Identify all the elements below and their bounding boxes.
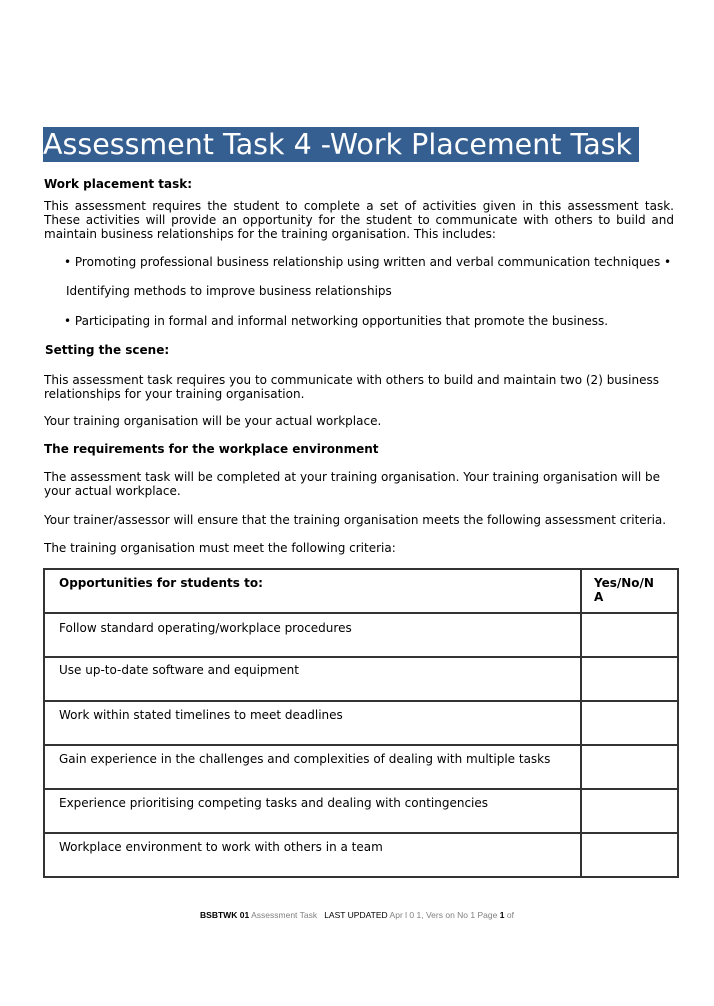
scene-line: relationships for your training organisation.: [44, 387, 305, 401]
footer-version: 1, Vers on No: [416, 910, 469, 920]
footer-date-part: 0: [409, 910, 415, 920]
answer-cell[interactable]: [581, 701, 678, 745]
criteria-cell: Gain experience in the challenges and complexities of dealing with multiple tasks: [44, 745, 581, 789]
table-header-opportunities: Opportunities for students to:: [44, 569, 581, 613]
requirements-line: The assessment task will be completed at your training organisation. Your training organisation will be: [44, 470, 660, 484]
intro-line: This assessment requires the student to complete a set of activities given in this assessment task.: [44, 199, 674, 213]
scene-line: This assessment task requires you to communicate with others to build and maintain two (2) business: [44, 373, 659, 387]
scene-heading: Setting the scene:: [45, 343, 170, 357]
criteria-cell: Experience prioritising competing tasks and dealing with contingencies: [44, 789, 581, 833]
footer-page-label: Page: [477, 910, 498, 920]
scene-paragraph: [44, 373, 684, 401]
bullet-text: Participating in formal and informal networking opportunities that promote the business.: [74, 314, 609, 328]
bullet-item-2: Identifying methods to improve business relationships: [66, 284, 392, 298]
table-row: [44, 745, 678, 789]
intro-line: These activities will provide an opportunity for the student to communicate with others to build and: [44, 213, 674, 227]
criteria-cell: Use up-to-date software and equipment: [44, 657, 581, 701]
footer-of: of: [506, 910, 514, 920]
answer-cell[interactable]: [581, 745, 678, 789]
bullet-text: Promoting professional business relationship using written and verbal communication techniques: [74, 255, 661, 269]
page-footer: [0, 910, 714, 920]
criteria-intro: The training organisation must meet the following criteria:: [44, 541, 396, 555]
intro-paragraph: [44, 199, 674, 241]
header-text: Yes/No/N: [594, 576, 654, 590]
table-header-row: [44, 569, 678, 613]
intro-line: maintain business relationships for the training organisation. This includes:: [44, 227, 496, 241]
header-text: A: [594, 590, 604, 604]
table-row: [44, 833, 678, 877]
answer-cell[interactable]: [581, 613, 678, 657]
requirements-line: your actual workplace.: [44, 484, 181, 498]
workplace-paragraph: Your training organisation will be your actual workplace.: [44, 414, 382, 428]
work-placement-heading: Work placement task:: [44, 177, 193, 191]
page-title: Assessment Task 4 -Work Placement Task: [43, 127, 639, 162]
table-row: [44, 613, 678, 657]
criteria-cell: Workplace environment to work with others in a team: [44, 833, 581, 877]
assessor-paragraph: Your trainer/assessor will ensure that the training organisation meets the following assessment criteria.: [44, 513, 667, 527]
table-header-yes-no-na: [581, 569, 678, 613]
footer-updated-label: LAST UPDATED: [324, 910, 388, 920]
requirements-heading: The requirements for the workplace environment: [44, 442, 379, 456]
answer-cell[interactable]: [581, 789, 678, 833]
footer-date: Apr l: [389, 910, 408, 920]
footer-unit-number: 01: [239, 910, 250, 920]
table-row: [44, 701, 678, 745]
footer-doc-type: Assessment Task: [251, 910, 318, 920]
answer-cell[interactable]: [581, 833, 678, 877]
bullet-marker: •: [664, 255, 672, 269]
bullet-item-3: [64, 314, 608, 328]
table-row: [44, 789, 678, 833]
bullet-item-1: [64, 255, 671, 269]
requirements-paragraph: [44, 470, 684, 498]
criteria-cell: Work within stated timelines to meet deadlines: [44, 701, 581, 745]
bullet-marker: •: [64, 255, 72, 269]
table-row: [44, 657, 678, 701]
answer-cell[interactable]: [581, 657, 678, 701]
footer-version-number: 1: [470, 910, 476, 920]
footer-page-number: 1: [499, 910, 505, 920]
footer-unit-code: BSBTWK: [200, 910, 238, 920]
criteria-table: [43, 568, 679, 878]
bullet-marker: •: [64, 314, 72, 328]
criteria-cell: Follow standard operating/workplace procedures: [44, 613, 581, 657]
